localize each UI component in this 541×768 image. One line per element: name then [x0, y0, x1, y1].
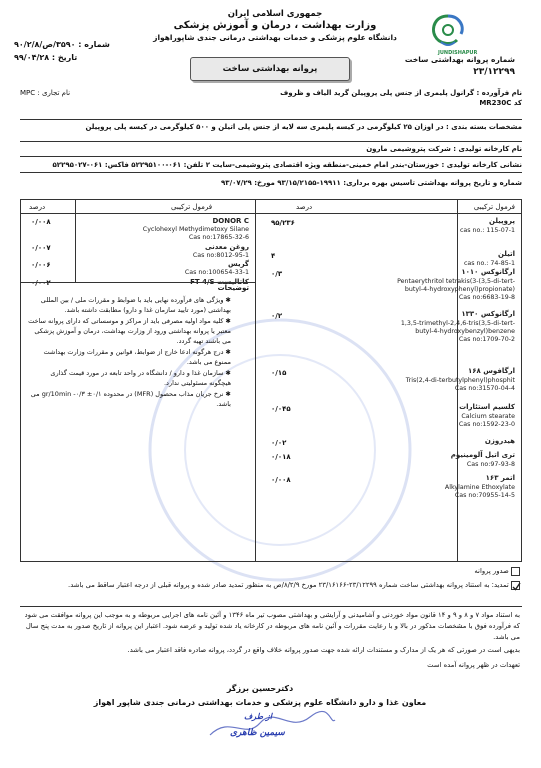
permit-number: ۲۳/۱۲۲۹۹ — [473, 67, 515, 77]
university-title: دانشگاه علوم پزشکی و خدمات بهداشتی درمانی جندی شاپوراهواز — [153, 33, 397, 42]
letter-date: تاریخ : ۹۹/۰۴/۲۸ — [14, 53, 78, 62]
ingredient-percent: ۰/۰۰۸ — [31, 218, 51, 226]
formula-table — [20, 199, 522, 562]
note-item: ✱ کلیه مواد اولیه مصرفی باید از مراکز و موسساتی که دارای پروانه ساخت معتبر یا پروانه بهداشتی ورود از وزارت بهداشت، درمان و آموزش پزشکی می باشند تهیه گردد. — [28, 317, 231, 345]
note-item: ✱ ویژگی های فرآورده نهایی باید با ضوابط و مقررات ملی / بین المللی بهداشتی (مورد تایید سازمان غذا و دارو) مطابقت داشته باشد. — [40, 296, 231, 314]
ingredient-percent: ۰/۰۲ — [271, 439, 287, 447]
manufacturer: نام کارخانه تولیدی : شرکت پتروشیمی مارون — [366, 145, 522, 153]
issue-row — [24, 566, 520, 577]
ingredient-detail: Cas no:1709-70-2 — [458, 336, 515, 343]
issue-checkbox[interactable] — [511, 567, 520, 576]
notes-title: توضیحات — [217, 284, 249, 292]
ingredient-percent: ۰/۲ — [271, 312, 283, 320]
ingredient-detail: butyl-4-hydroxyphenyl)propionate) — [404, 286, 515, 293]
column-divider — [255, 200, 256, 561]
university-logo-icon — [425, 12, 471, 50]
ingredient-name: اتیلن — [497, 250, 515, 258]
ingredient-detail: Tris(2,4-di-terbutylphenyl)phosphit — [405, 377, 515, 384]
trade-name: نام تجاری : MPC — [20, 89, 71, 97]
ingredient-name: گریس — [228, 260, 249, 268]
ingredient-name: کلسیم استئارات — [459, 403, 515, 411]
ingredient-detail: Cas no:17865-32-6 — [188, 234, 249, 241]
divider — [20, 119, 522, 120]
commitments-text: تعهدات در ظهر پروانه آمده است — [427, 661, 520, 669]
ingredient-name: DONOR C — [212, 217, 249, 225]
ingredient-name: ارگانوکس ۱۰۱۰ — [461, 268, 515, 276]
address: نشانی کارخانه تولیدی : خوزستان-بندر امام خمینی-منطقه ویژه اقتصادی پتروشیمی-سایت ۲ تلفن: ۰۶۱-۵۲۲۹۵۱۰۰ فاکس: ۰۶۱-۵۲۲۹۵۰۲۷ — [52, 161, 522, 169]
ingredient-detail: Pentaerythritol tetrakis(3-(3,5-di-tert- — [397, 278, 515, 285]
ingredient-name: هیدروزن — [484, 437, 515, 445]
letter-info — [14, 38, 154, 64]
ingredient-detail: cas no.: 74-85-1 — [463, 260, 515, 267]
renewal-checkbox[interactable] — [511, 581, 520, 590]
ingredient-percent: ۰/۰۰۲ — [31, 279, 51, 287]
ingredient-detail: Cas no:8012-95-1 — [192, 252, 249, 259]
ingredient-percent: ۹۵/۲۳۶ — [271, 219, 295, 227]
divider — [20, 156, 522, 157]
divider — [20, 606, 522, 607]
note-text: بدیهی است در صورتی که هر یک از مدارک و مستندات ارائه شده جهت صدور پروانه خلاف واقع در گردد، پروانه صادره فاقد اعتبار می باشد. — [127, 646, 520, 654]
on-behalf: از طرف — [244, 712, 272, 721]
ingredient-detail: Cas no:1592-23-0 — [458, 421, 515, 428]
ingredient-name: FT 4/S کاتالیست — [190, 278, 249, 286]
formula-header-right: فرمول ترکیبی — [473, 203, 515, 211]
ingredient-detail: butyl-4-hydroxybenzyl)benzene — [415, 328, 515, 335]
ingredient-name: پروپیلن — [489, 217, 515, 225]
ingredient-name: ارگانوکس ۱۳۳۰ — [461, 310, 515, 318]
product-row — [20, 88, 522, 108]
legal-text: به استناد مواد ۷ و ۸ و ۹ و ۱۴ قانون مواد خوردنی و آشامیدنی و آرایشی و بهداشتی مصوب تیر ماه ۱۳۴۶ و آئین نامه های اجرایی مربوطه و به موجب این پروانه موافقت می شود که فرآورده فوق با مشخصات مذکور در بالا و با رعایت مقررات و آئین نامه های مربوطه در کارخانه یاد شده تولید و عرضه شود. اعتبار این پروانه از تاریخ صدور به مدت پنج سال می باشد. — [24, 611, 520, 641]
ingredient-detail: Alkylamine Ethoxylate — [444, 484, 515, 491]
divider — [20, 141, 522, 142]
ingredient-percent: ۰/۰۱۸ — [271, 453, 291, 461]
header-underline — [21, 213, 521, 214]
ingredient-detail: 1,3,5-trimethyl-2,4,6-tris(3,5-di-tert- — [400, 320, 515, 327]
ingredient-detail: Cas no:97-93-8 — [466, 461, 515, 468]
ingredient-percent: ۰/۰۰۶ — [31, 261, 51, 269]
note-item: ✱ درج هرگونه ادعا خارج از ضوابط، قوانین و مقررات وزارت بهداشت ممنوع می باشد. — [43, 348, 231, 366]
ingredient-percent: ۰/۳ — [271, 270, 283, 278]
ingredient-detail: Calcium stearate — [461, 413, 515, 420]
ingredient-percent: ۰/۰۴۵ — [271, 405, 291, 413]
note-item: ✱ نرخ جریان مذاب محصول (MFR) در محدوده ۰/۱± ۰/۳- gr/10min می باشد. — [30, 390, 231, 408]
formula-header-left: فرمول ترکیبی — [171, 203, 213, 211]
note-item: ✱ سازمان غذا و دارو / دانشگاه در واحد تابعه در مورد قیمت گذاری هیچگونه مسئولیتی ندارد. — [50, 369, 231, 387]
notes-divider — [21, 282, 255, 283]
ingredient-name: اتمر ۱۶۳ — [485, 474, 515, 482]
letter-number: شماره : ۳۵۹۰/ص/۹۰/۲/۸ — [14, 40, 110, 49]
product-code: کد MR230C — [479, 99, 522, 107]
permit-number-label: شماره پروانه بهداشتی ساخت — [404, 55, 515, 64]
packaging: مشخصات بسته بندی : در اوزان ۲۵ کیلوگرمی در کیسه پلیمری سه لایه از جنس پلی اتیلن و ۵۰۰ کیلوگرمی در کیسه پلی پروپیلن — [85, 123, 522, 131]
ingredient-detail: cas no.: 115-07-1 — [459, 227, 515, 234]
ingredient-detail: Cas no:70955-14-5 — [454, 492, 515, 499]
ingredient-percent: ۴ — [271, 252, 276, 260]
establishment-permit: شماره و تاریخ پروانه بهداشتی تاسیس بهره برداری: ۱۹۹۱۱-۹۳/۱۵/۲۱۵۵ مورخ: ۹۳/۰۷/۲۹ — [221, 179, 522, 187]
signatory-name: دکترحسین برزگر — [226, 684, 294, 693]
ministry-title: وزارت بهداشت ، درمان و آموزش پزشکی — [173, 20, 377, 31]
document-title: پروانه بهداشتی ساخت — [190, 57, 350, 81]
divider — [20, 172, 522, 173]
ingredient-percent: ۰/۰۰۷ — [31, 244, 51, 252]
issue-label: صدور پروانه — [474, 567, 509, 575]
ingredient-percent: ۰/۰۰۸ — [271, 476, 291, 484]
ingredient-name: تری اتیل آلومینیوم — [450, 451, 515, 459]
signatory-position: معاون غذا و دارو دانشگاه علوم پزشکی و خدمات بهداشتی درمانی جندی شاپور اهواز — [93, 698, 427, 707]
ingredient-percent: ۰/۱۵ — [271, 369, 287, 377]
percent-header-right: درصد — [296, 203, 313, 211]
percent-header-left: درصد — [29, 203, 46, 211]
republic-title: جمهوری اسلامی ایران — [227, 9, 323, 19]
ingredient-detail: Cyclohexyl Methydimetoxy Silane — [142, 226, 249, 233]
signature-scribble-icon — [200, 705, 340, 745]
header-titles — [150, 8, 400, 44]
ingredient-detail: Cas no:100654-33-1 — [184, 269, 249, 276]
ingredient-name: ارگافوس ۱۶۸ — [467, 367, 515, 375]
ingredient-detail: Cas no:31570-04-4 — [454, 385, 515, 392]
permit-number-block — [375, 54, 515, 78]
product-name: نام فرآورده : گرانول پلیمری از جنس پلی پروپیلن گرید الیاف و ظروف — [280, 89, 522, 97]
notes-list — [27, 295, 231, 410]
ingredient-detail: Cas no:6683-19-8 — [458, 294, 515, 301]
stamp-signature: سیمین ظاهری — [230, 728, 285, 738]
ingredient-name: روغن معدنی — [205, 243, 249, 251]
logo-caption: JUNDISHAPUR — [438, 50, 478, 56]
renewal-row — [24, 580, 520, 591]
renewal-text: تمدید: به استناد پروانه بهداشتی ساخت شماره ۲۳/۱۲۲۹۹-۲۳/۱۶۱۶۶ مورخ ۸/۲/۹/ص به منظور تمدید صادر شده و پروانه قبلی از درجه اعتبار ساقط می باشد. — [68, 581, 509, 589]
